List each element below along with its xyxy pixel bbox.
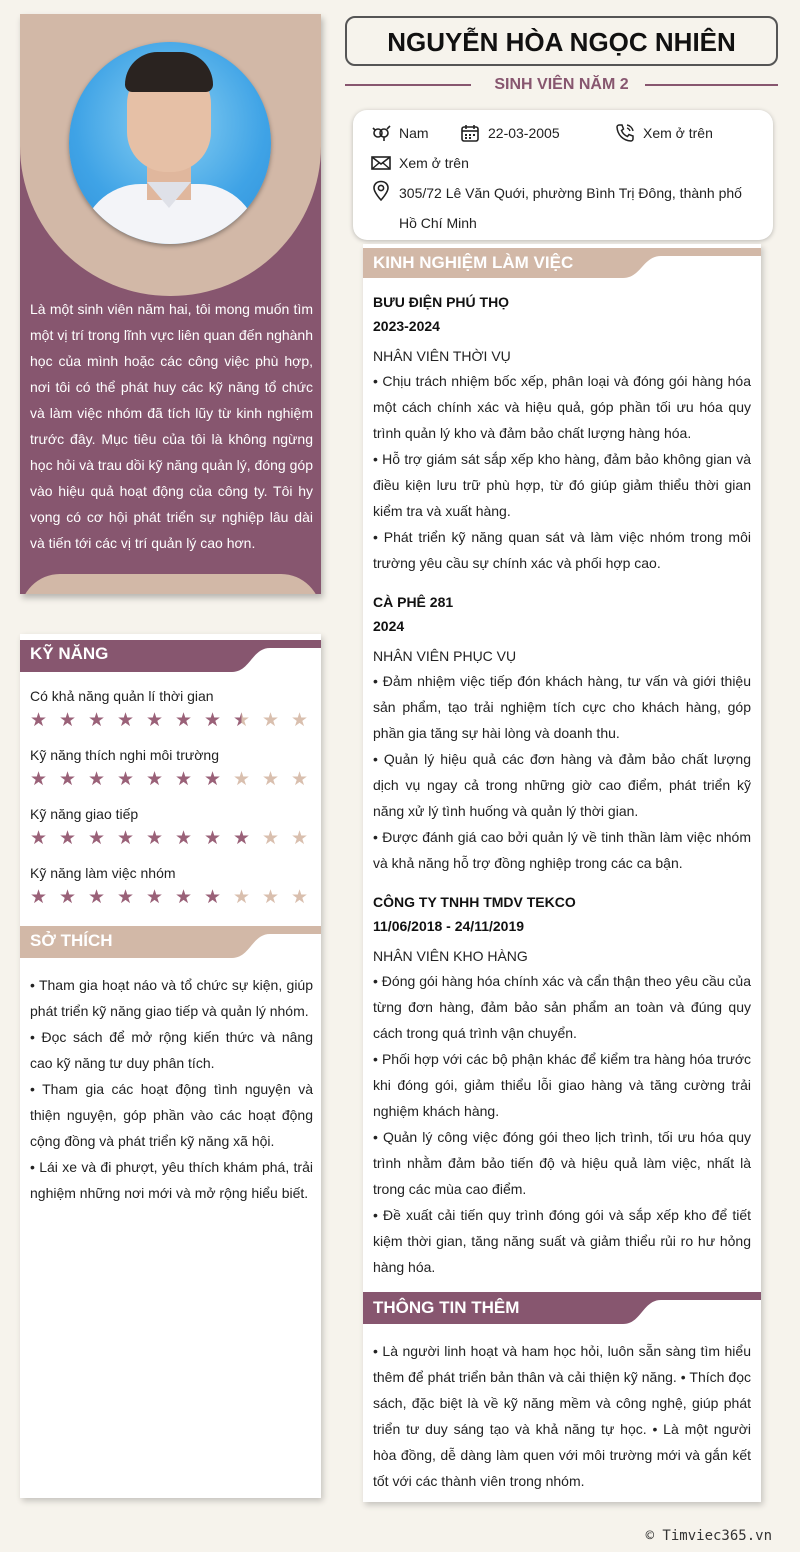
- star-icon: ★: [291, 887, 309, 908]
- job-position: NHÂN VIÊN THỜI VỤ: [373, 348, 511, 364]
- experience-title: KINH NGHIỆM LÀM VIỆC: [373, 253, 574, 272]
- role-row: [345, 72, 778, 98]
- contact-phone: [615, 118, 713, 148]
- job-duty: • Quản lý hiệu quả các đơn hàng và đảm bảo chất lượng dịch vụ ngay cả trong những giờ cao điểm, phát triển kỹ năng xử lý tình huống và quản lý thời gian.: [373, 751, 751, 819]
- job-entry: [373, 290, 751, 576]
- hobby-item: • Tham gia hoạt náo và tổ chức sự kiện, giúp phát triển kỹ năng giao tiếp và quản lý nhóm.: [30, 977, 313, 1019]
- star-icon: ★: [117, 710, 135, 731]
- star-icon: ★: [30, 769, 48, 790]
- star-icon: ★: [233, 769, 251, 790]
- star-icon: ★: [291, 710, 309, 731]
- star-icon: ★: [117, 828, 135, 849]
- birthdate-value: 22-03-2005: [488, 125, 560, 141]
- main-panel: [363, 244, 761, 1502]
- phone-icon: [615, 123, 635, 143]
- job-duty: • Đóng gói hàng hóa chính xác và cẩn thận theo yêu cầu của từng đơn hàng, đảm bảo sản phẩm an toàn và đúng quy cách trong quá trình vận chuyển.: [373, 973, 751, 1041]
- star-icon: ★: [291, 769, 309, 790]
- full-name: NGUYỄN HÒA NGỌC NHIÊN: [345, 16, 778, 66]
- job-position: NHÂN VIÊN KHO HÀNG: [373, 948, 528, 964]
- job-entry: [373, 890, 751, 1280]
- job-duty: • Đề xuất cải tiến quy trình đóng gói và sắp xếp kho để tiết kiệm thời gian, tăng năng suất và giảm thiểu rủi ro hư hỏng hàng hóa.: [373, 1207, 751, 1275]
- star-icon: ★: [88, 769, 106, 790]
- skill-name: Kỹ năng giao tiếp: [30, 806, 139, 822]
- star-icon: ★: [30, 710, 48, 731]
- star-icon: ★: [117, 887, 135, 908]
- skill-rating: [30, 888, 311, 908]
- star-icon: ★: [175, 887, 193, 908]
- star-icon: ★: [233, 828, 251, 849]
- star-icon: ★: [262, 828, 280, 849]
- location-pin-icon: [371, 180, 391, 202]
- footer-credit: © Timviec365.vn: [645, 1528, 772, 1544]
- job-duties: [373, 368, 751, 576]
- job-company: CÀ PHÊ 281: [373, 594, 454, 610]
- skill-item: [20, 863, 321, 908]
- extra-heading: [363, 1292, 761, 1330]
- skill-rating: [30, 770, 311, 790]
- star-icon: ★: [59, 828, 77, 849]
- star-icon: ★: [146, 887, 164, 908]
- skill-name: Kỹ năng làm việc nhóm: [30, 865, 176, 881]
- star-icon: ★: [30, 887, 48, 908]
- profile-panel: [20, 14, 321, 594]
- skill-name: Có khả năng quản lí thời gian: [30, 688, 214, 704]
- address-line-2: Hồ Chí Minh: [399, 215, 477, 231]
- address-line-1: 305/72 Lê Văn Quới, phường Bình Trị Đông, thành phố: [399, 185, 742, 201]
- contact-email: [371, 148, 469, 178]
- job-duties: [373, 968, 751, 1280]
- skill-item: [20, 804, 321, 849]
- star-icon: ★: [204, 710, 222, 731]
- skill-item: [20, 686, 321, 731]
- contact-gender: [371, 118, 429, 148]
- star-icon: ★: [59, 887, 77, 908]
- career-objective: Là một sinh viên năm hai, tôi mong muốn tìm một vị trí trong lĩnh vực liên quan đến nghành học của mình hoặc các công việc phù hợp, nơi tôi có thể phát huy các kỹ năng tổ chức và làm việc nhóm đã tích lũy từ kinh nghiệm trước đây. Mục tiêu của tôi là không ngừng học hỏi và trau dồi kỹ năng quản lý, đóng góp vào hiệu quả hoạt động của công ty. Tôi hy vọng có cơ hội phát triển sự nghiệp lâu dài và tiến tới các vị trí quản lý cao hơn.: [30, 301, 313, 551]
- star-icon: ★: [175, 769, 193, 790]
- job-duty: • Phát triển kỹ năng quan sát và làm việc nhóm trong môi trường yêu cầu sự chính xác và phối hợp cao.: [373, 529, 751, 571]
- star-icon: ★: [262, 769, 280, 790]
- skills-list: [20, 686, 321, 908]
- avatar: [69, 42, 271, 244]
- job-company: BƯU ĐIỆN PHÚ THỌ: [373, 294, 510, 310]
- skills-title: KỸ NĂNG: [30, 644, 109, 663]
- star-icon: ★: [262, 710, 280, 731]
- skill-rating: [30, 829, 311, 849]
- extra-title: THÔNG TIN THÊM: [373, 1298, 520, 1317]
- skill-name: Kỹ năng thích nghi môi trường: [30, 747, 219, 763]
- star-icon: ★: [233, 887, 251, 908]
- star-icon: ★: [88, 710, 106, 731]
- job-duty: • Hỗ trợ giám sát sắp xếp kho hàng, đảm bảo không gian và điều kiện lưu trữ phù hợp, từ đó giúp giảm thiểu thời gian kiểm tra và xuất hàng.: [373, 451, 751, 519]
- panel-decoration: [20, 574, 321, 594]
- gender-icon: [371, 124, 391, 142]
- star-icon: ★: [233, 710, 251, 731]
- hobbies-list: [20, 964, 321, 1206]
- extra-info-text: • Là người linh hoạt và ham học hỏi, luôn sẵn sàng tìm hiểu thêm để phát triển bản thân và cải thiện kỹ năng. • Thích đọc sách, đặc biệt là về kỹ năng mềm và công nghệ, giúp phát triển tư duy sáng tạo và khả năng tự học. • Là một người hòa đồng, dễ dàng làm quen với môi trường mới và gắn kết tốt với các thành viên trong nhóm.: [373, 1343, 751, 1489]
- job-duty: • Quản lý công việc đóng gói theo lịch trình, tối ưu hóa quy trình nhằm đảm bảo tiến độ và hiệu quả làm việc, nhất là trong các mùa cao điểm.: [373, 1129, 751, 1197]
- star-icon: ★: [59, 710, 77, 731]
- star-icon: ★: [204, 769, 222, 790]
- hobbies-title: SỞ THÍCH: [30, 931, 113, 950]
- job-position: NHÂN VIÊN PHỤC VỤ: [373, 648, 517, 664]
- experience-heading: [363, 244, 761, 282]
- star-icon: ★: [88, 887, 106, 908]
- role-title: SINH VIÊN NĂM 2: [482, 76, 640, 93]
- email-icon: [371, 155, 391, 171]
- jobs-list: [363, 290, 761, 1280]
- skill-item: [20, 745, 321, 790]
- hobby-item: • Tham gia các hoạt động tình nguyện và thiện nguyện, góp phần vào các hoạt động cộng đồng và phát triển kỹ năng xã hội.: [30, 1081, 313, 1149]
- email-value: Xem ở trên: [399, 155, 469, 171]
- star-icon: ★: [204, 828, 222, 849]
- skill-rating: [30, 711, 311, 731]
- gender-value: Nam: [399, 125, 429, 141]
- phone-value: Xem ở trên: [643, 125, 713, 141]
- star-icon: ★: [262, 887, 280, 908]
- job-period: 2024: [373, 618, 405, 634]
- star-icon: ★: [146, 828, 164, 849]
- star-icon: ★: [146, 769, 164, 790]
- job-period: 2023-2024: [373, 318, 440, 334]
- star-icon: ★: [146, 710, 164, 731]
- contact-address: [371, 178, 742, 238]
- contact-card: [353, 110, 773, 240]
- job-company: CÔNG TY TNHH TMDV TEKCO: [373, 894, 576, 910]
- star-icon: ★: [88, 828, 106, 849]
- job-duties: [373, 668, 751, 876]
- hobbies-heading: [20, 926, 321, 964]
- hobby-item: • Đọc sách để mở rộng kiến thức và nâng cao kỹ năng tư duy phân tích.: [30, 1029, 313, 1071]
- star-icon: ★: [30, 828, 48, 849]
- job-entry: [373, 590, 751, 876]
- star-icon: ★: [204, 887, 222, 908]
- star-icon: ★: [175, 710, 193, 731]
- contact-birthdate: [460, 118, 560, 148]
- job-period: 11/06/2018 - 24/11/2019: [373, 918, 525, 934]
- star-icon: ★: [291, 828, 309, 849]
- star-icon: ★: [117, 769, 135, 790]
- skills-hobbies-panel: [20, 634, 321, 1498]
- calendar-icon: [460, 123, 480, 143]
- job-duty: • Đảm nhiệm việc tiếp đón khách hàng, tư vấn và giới thiệu sản phẩm, tạo trải nghiệm tích cực cho khách hàng, góp phần gia tăng sự hài lòng và doanh thu.: [373, 673, 751, 741]
- star-icon: ★: [175, 828, 193, 849]
- star-icon: ★: [59, 769, 77, 790]
- job-duty: • Chịu trách nhiệm bốc xếp, phân loại và đóng gói hàng hóa một cách chính xác và hiệu quả, góp phần tối ưu hóa quy trình quản lý kho và đảm bảo chất lượng hàng hóa.: [373, 373, 751, 441]
- job-duty: • Được đánh giá cao bởi quản lý về tinh thần làm việc nhóm và khả năng hỗ trợ đồng nghiệp trong các ca bận.: [373, 829, 751, 871]
- skills-heading: [20, 634, 321, 672]
- job-duty: • Phối hợp với các bộ phận khác để kiểm tra hàng hóa trước khi đóng gói, giảm thiểu lỗi giao hàng và tăng cường trải nghiệm khách hàng.: [373, 1051, 751, 1119]
- hobby-item: • Lái xe và đi phượt, yêu thích khám phá, trải nghiệm những nơi mới và mở rộng hiểu biết.: [30, 1159, 313, 1201]
